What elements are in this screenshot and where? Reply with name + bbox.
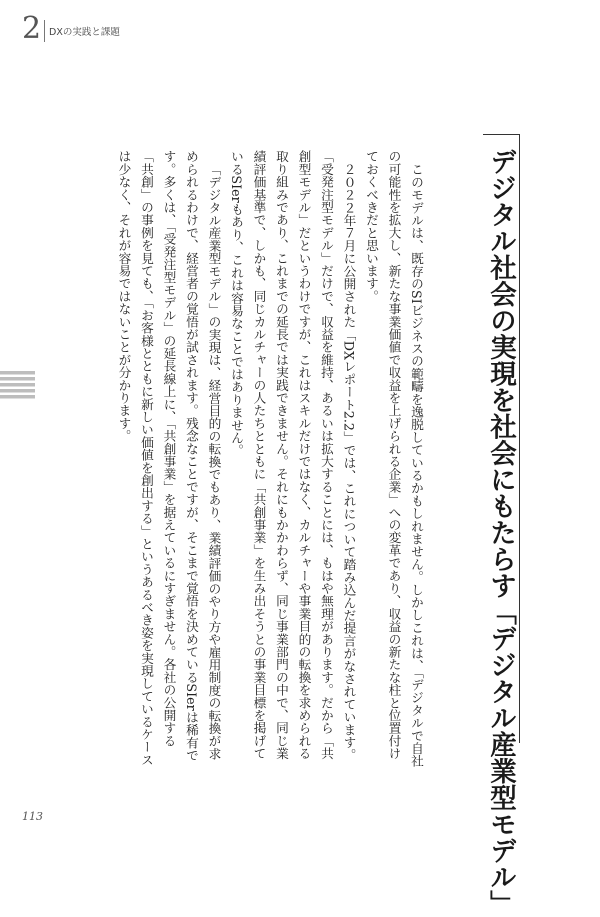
body-paragraph-1: このモデルは、既存のSIビジネスの範疇を逸脱しているかもしれません。しかしこれは、「デジタルで自社の可能性を拡大し、新たな事業価値で収益を上げられる企業」への変革であり、収益の新たな柱と位置付けておくべきだと思います。	[364, 150, 424, 767]
article-title: デジタル社会の実現を社会にもたらす「デジタル産業型モデル」	[485, 148, 516, 917]
chapter-title: DXの実践と課題	[49, 27, 120, 38]
chapter-edge-tab	[0, 371, 35, 401]
article-body	[66, 150, 427, 768]
body-paragraph-2: ２０２２年７月に公開された「DXレポート2.2」では、これについて踏み込んだ提言がなされています。「受発注型モデル」だけで、収益を維持、あるいは拡大することには、もはや無理があります。だから「共創型モデル」だというわけですが、これはスキルだけではなく、カルチャーや事業目的の転換を求められる取り組みであり、これまでの延長では実践できません。それにもかかわらず、同じ事業部門の中で、同じ業績評価基準で、しかも、同じカルチャーの人たちとともに「共創事業」を生み出そうとの事業目標を掲げているSIerもあり、これは容易なことではありません。	[229, 150, 357, 761]
chapter-number: 2	[22, 11, 42, 46]
running-header	[22, 12, 222, 46]
body-paragraph-3: 「デジタル産業型モデル」の実現は、経営目的の転換でもあり、業績評価のやり方や雇用制度の転換が求められるわけで、経営者の覚悟が試されます。残念なことですが、そこまで覚悟を決めているSIerは稀有です。多くは、「受発注型モデル」の延長線上に、「共創事業」を据えているにすぎません。各社の公開する「共創」の事例を見ても、「お客様とともに新しい価値を創出する」というあるべき姿を実現しているケースは少なく、それが容易ではないことが分かります。	[116, 150, 222, 766]
page-number: 113	[22, 810, 43, 823]
header-divider	[44, 20, 45, 42]
